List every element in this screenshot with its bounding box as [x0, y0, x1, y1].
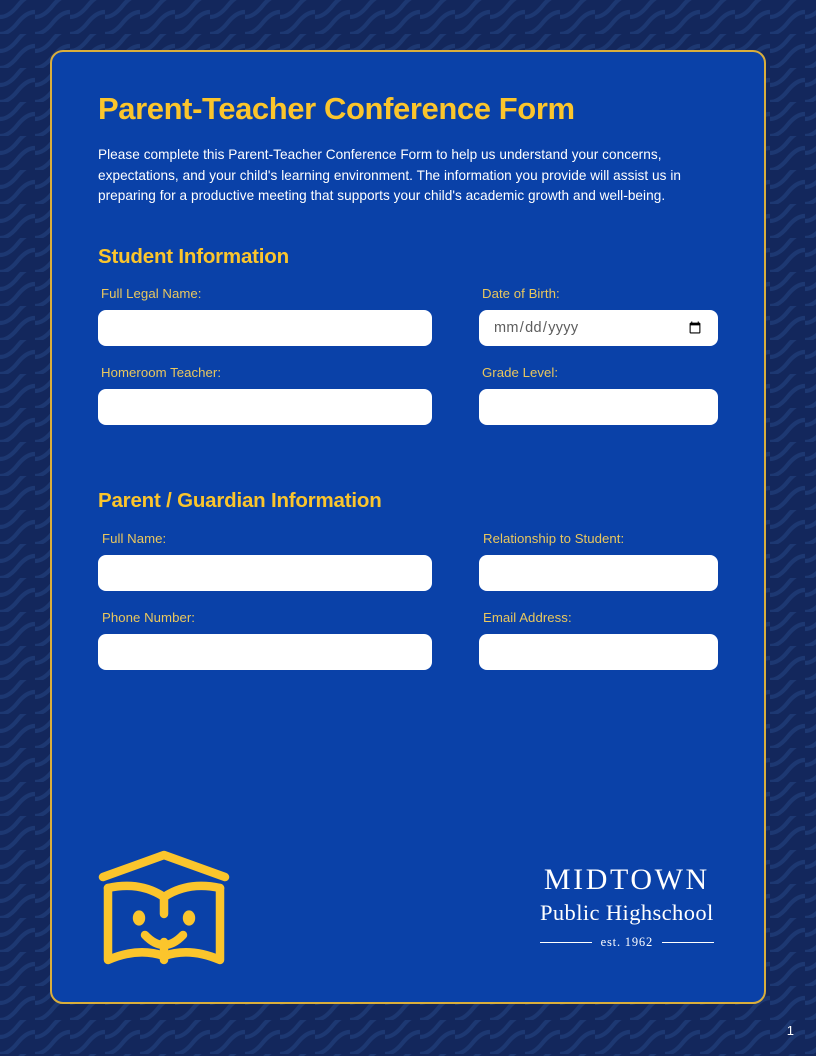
field-date-of-birth — [479, 285, 718, 346]
input-date-of-birth[interactable] — [479, 310, 718, 346]
school-established-row — [540, 935, 714, 950]
label-parent-full-name: Full Name: — [102, 531, 167, 547]
input-relationship-to-student[interactable] — [479, 555, 718, 591]
field-grade-level — [479, 364, 718, 425]
school-established-text: est. 1962 — [600, 934, 653, 949]
est-rule-right — [662, 942, 714, 943]
input-phone-number[interactable] — [98, 634, 432, 670]
field-email-address — [479, 609, 718, 670]
page-title: Parent-Teacher Conference Form — [98, 91, 575, 126]
field-parent-full-name — [98, 530, 432, 591]
label-grade-level: Grade Level: — [482, 365, 559, 381]
school-name-block — [540, 864, 718, 954]
form-card-content — [52, 52, 764, 1002]
school-name-primary: MIDTOWN — [543, 863, 710, 897]
input-email-address[interactable] — [479, 634, 718, 670]
field-relationship-to-student — [479, 530, 718, 591]
section-heading-student-information: Student Information — [98, 245, 289, 269]
label-date-of-birth: Date of Birth: — [482, 286, 560, 302]
field-homeroom-teacher — [98, 364, 432, 425]
form-card — [50, 50, 766, 1004]
label-full-legal-name: Full Legal Name: — [101, 286, 202, 302]
parent-guardian-information-fields — [98, 530, 718, 688]
label-relationship-to-student: Relationship to Student: — [483, 531, 625, 547]
school-name-secondary: Public Highschool — [539, 899, 714, 925]
input-full-legal-name[interactable] — [98, 310, 432, 346]
section-heading-parent-guardian-information: Parent / Guardian Information — [98, 489, 382, 513]
label-homeroom-teacher: Homeroom Teacher: — [101, 365, 222, 381]
open-book-with-roof-smiley-logo-icon — [98, 850, 230, 968]
form-intro-paragraph: Please complete this Parent-Teacher Conference Form to help us understand your concerns, expectations, and your child's learning environment. The information you provide will assist us in preparing for a productive meeting that supports your child's academic growth and well-being. — [98, 146, 682, 204]
student-information-fields — [98, 285, 718, 443]
input-homeroom-teacher[interactable] — [98, 389, 432, 425]
card-footer — [98, 844, 718, 974]
label-phone-number: Phone Number: — [102, 610, 196, 626]
input-grade-level[interactable] — [479, 389, 718, 425]
page-number: 1 — [786, 1023, 794, 1038]
input-parent-full-name[interactable] — [98, 555, 432, 591]
est-rule-left — [540, 942, 592, 943]
field-full-legal-name — [98, 285, 432, 346]
field-phone-number — [98, 609, 432, 670]
label-email-address: Email Address: — [483, 610, 572, 626]
